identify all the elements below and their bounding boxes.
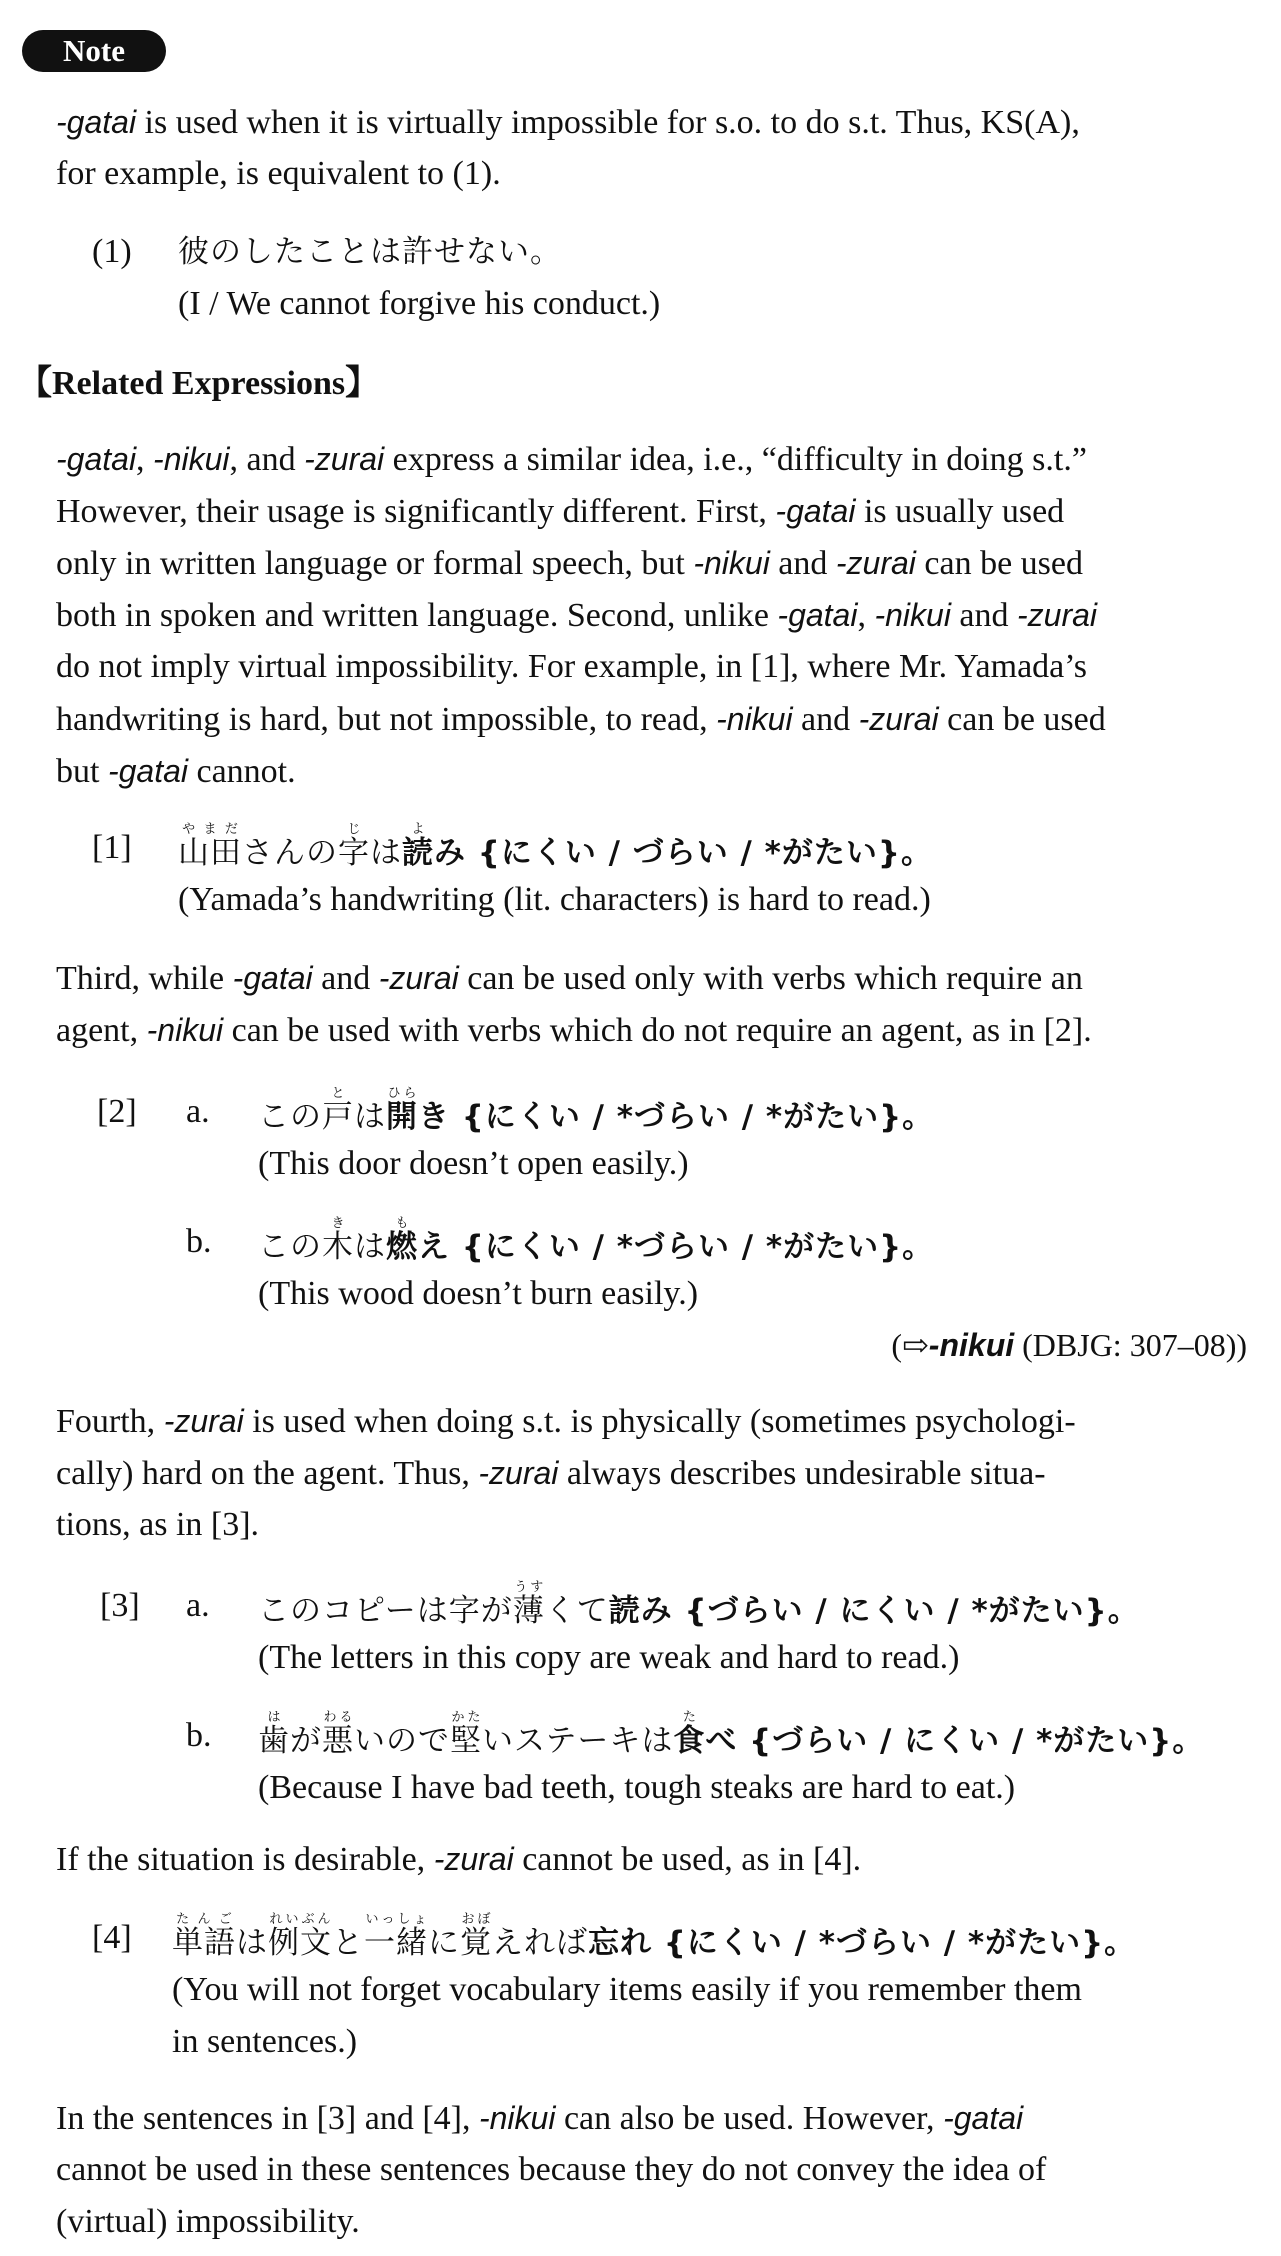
example-1-number: (1) [92,233,132,270]
example-b4-number: [4] [92,1919,132,1956]
text-line: agent, -nikui can be used with verbs which do not require an agent, as in [2]. [56,1012,1092,1049]
text-line: cally) hard on the agent. Thus, -zurai always describes undesirable situa- [56,1455,1046,1492]
note-badge: Note [22,30,166,72]
text-line: do not imply virtual impossibility. For example, in [1], where Mr. Yamada’s [56,648,1087,685]
example-b3b-japanese: 歯はが悪わるいので堅かたいステーキは食たべ {づらい / にくい / *がたい}。 [258,1710,1205,1759]
example-b2a-letter: a. [186,1093,210,1130]
example-b4-translation-line-2: in sentences.) [172,2023,358,2060]
example-b3a-japanese: このコピーは字が薄うすくて読み {づらい / にくい / *がたい}。 [258,1580,1140,1629]
example-b1-number: [1] [92,829,132,866]
text-line: -gatai is used when it is virtually impossible for s.o. to do s.t. Thus, KS(A), [56,104,1080,141]
example-b4-japanese: 単語たんごは例文れいぶんと一緒いっしょに覚おぼえれば忘れ {にくい / *づらい / *がたい}。 [172,1912,1137,1961]
text-line: (virtual) impossibility. [56,2203,360,2240]
arrow-icon: (⇨ [891,1327,929,1363]
text-line: only in written language or formal speech, but -nikui and -zurai can be used [56,545,1084,582]
text-line: However, their usage is significantly different. First, -gatai is usually used [56,493,1065,530]
text-line: handwriting is hard, but not impossible, to read, -nikui and -zurai can be used [56,701,1106,738]
example-b1-translation: (Yamada’s handwriting (lit. characters) is hard to read.) [178,881,931,918]
text-line: but -gatai cannot. [56,753,296,790]
example-b3a-translation: (The letters in this copy are weak and hard to read.) [258,1639,960,1676]
example-b3-number: [3] [100,1587,140,1624]
example-b3b-translation: (Because I have bad teeth, tough steaks are hard to eat.) [258,1769,1016,1806]
related-expressions-heading: 【Related Expressions】 [18,365,380,402]
text-line: Third, while -gatai and -zurai can be used only with verbs which require an [56,960,1083,997]
example-b2b-translation: (This wood doesn’t burn easily.) [258,1275,699,1312]
example-b2-number: [2] [97,1093,137,1130]
text-line: for example, is equivalent to (1). [56,155,501,192]
example-b1-japanese: 山田やまださんの字じは読よみ {にくい / づらい / *がたい}。 [178,822,933,871]
text-line: If the situation is desirable, -zurai cannot be used, as in [4]. [56,1841,862,1878]
example-b3b-letter: b. [186,1717,212,1754]
text-line: cannot be used in these sentences because they do not convey the idea of [56,2151,1047,2188]
example-b2a-translation: (This door doesn’t open easily.) [258,1145,689,1182]
text-line: In the sentences in [3] and [4], -nikui can also be used. However, -gatai [56,2100,1024,2137]
cross-reference: (⇨-nikui (DBJG: 307–08)) [891,1327,1247,1363]
example-b4-translation-line-1: (You will not forget vocabulary items easily if you remember them [172,1971,1082,2008]
example-b2b-letter: b. [186,1223,212,1260]
text-line: Fourth, -zurai is used when doing s.t. is physically (sometimes psychologi- [56,1403,1076,1440]
example-b2b-japanese: この木きは燃もえ {にくい / *づらい / *がたい}。 [258,1216,935,1265]
text-line: tions, as in [3]. [56,1506,260,1543]
example-1-japanese: 彼のしたことは許せない。 [178,234,562,270]
text-line: both in spoken and written language. Second, unlike -gatai, -nikui and -zurai [56,597,1098,634]
example-1-translation: (I / We cannot forgive his conduct.) [178,285,661,322]
text-line: -gatai, -nikui, and -zurai express a similar idea, i.e., “difficulty in doing s.t.” [56,441,1087,478]
example-b3a-letter: a. [186,1587,210,1624]
example-b2a-japanese: この戸とは開ひらき {にくい / *づらい / *がたい}。 [258,1086,935,1135]
